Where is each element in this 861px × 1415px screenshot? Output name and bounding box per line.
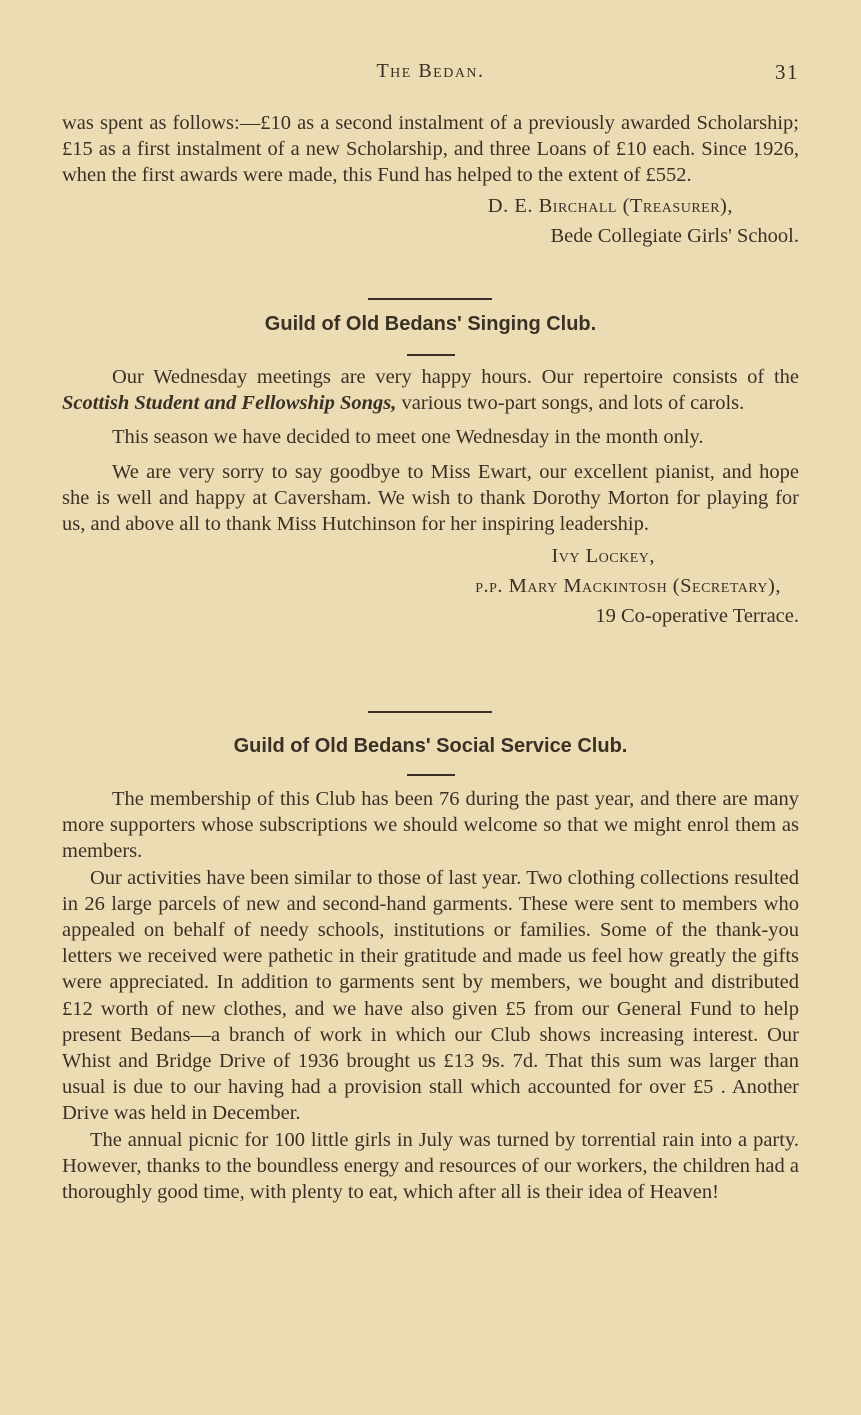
heading-underline [407,354,455,356]
section-divider [368,711,492,713]
heading-underline [407,774,455,776]
paragraph-text: various two-part songs, and lots of carols. [396,392,745,415]
running-title: The Bedan. [376,60,485,82]
signature-pp: p.p. Mary Mackintosh (Secretary), [475,575,781,598]
social-club-paragraph-3: The annual picnic for 100 little girls in July was turned by torrential rain into a party. However, thanks to the boundless energy and resources of our workers, the children had a thoroughly good time, with plenty to eat, which after all is their idea of Heaven! [62,1128,799,1204]
social-club-paragraph-1: The membership of this Club has been 76 during the past year, and there are many more supporters whose subscriptions we should welcome so that we might enrol them as members. [62,788,799,863]
signature-name: Ivy Lockey, [551,545,655,568]
section-divider [368,298,492,300]
social-service-club-heading: Guild of Old Bedans' Social Service Club. [233,735,628,757]
singing-club-section [62,364,799,631]
song-book-title: Scottish Student and Fellowship Songs, [62,392,397,415]
singing-club-paragraph-3: We are very sorry to say goodbye to Miss Ewart, our excellent pianist, and hope she is well and happy at Caversham. We wish to thank Dorothy Morton for playing for us, and above all to thank Miss Hutchinson for her inspiring leadership. [62,460,799,536]
singing-club-paragraph-2: This season we have decided to meet one Wednesday in the month only. [112,426,704,449]
scholarship-signature [62,191,799,251]
signature-address: Bede Collegiate Girls' School. [550,224,799,247]
scholarship-section [62,110,799,251]
page-number: 31 [775,60,799,84]
signature-address: 19 Co-operative Terrace. [595,605,799,628]
scholarship-paragraph: was spent as follows:—£10 as a second instalment of a previously awarded Scholarship; £15 as a first instalment of a new Scholarship, and three Loans of £10 each. Since 1926, when the first awards were made, this Fund has helped to the extent of £552. [62,112,799,187]
singing-club-heading: Guild of Old Bedans' Singing Club. [264,313,597,335]
paragraph-text: Our Wednesday meetings are very happy hours. Our repertoire consists of the [112,366,799,388]
singing-club-signature [62,541,799,631]
social-service-club-section [62,786,799,1205]
social-club-paragraph-2: Our activities have been similar to those of last year. Two clothing collections resulted in 26 large parcels of new and second-hand garments. These were sent to members who appealed on behalf of needy schools, institutions or families. Some of the thank-you letters we received were pathetic in their gratitude and made us feel how greatly the gifts were appreciated. In addition to garments sent by members, we bought and distributed £12 worth of new clothes, and we have also given £5 from our General Fund to help present Bedans—a branch of work in which our Club shows increasing interest. Our Whist and Bridge Drive of 1936 brought us £13 9s. 7d. That this sum was larger than usual is due to our having had a provision stall which accounted for over £5 . Another Drive was held in December. [62,866,799,1125]
running-head [62,60,799,90]
singing-club-paragraph-1 [62,364,799,416]
signature-name: D. E. Birchall (Treasurer), [487,194,733,217]
